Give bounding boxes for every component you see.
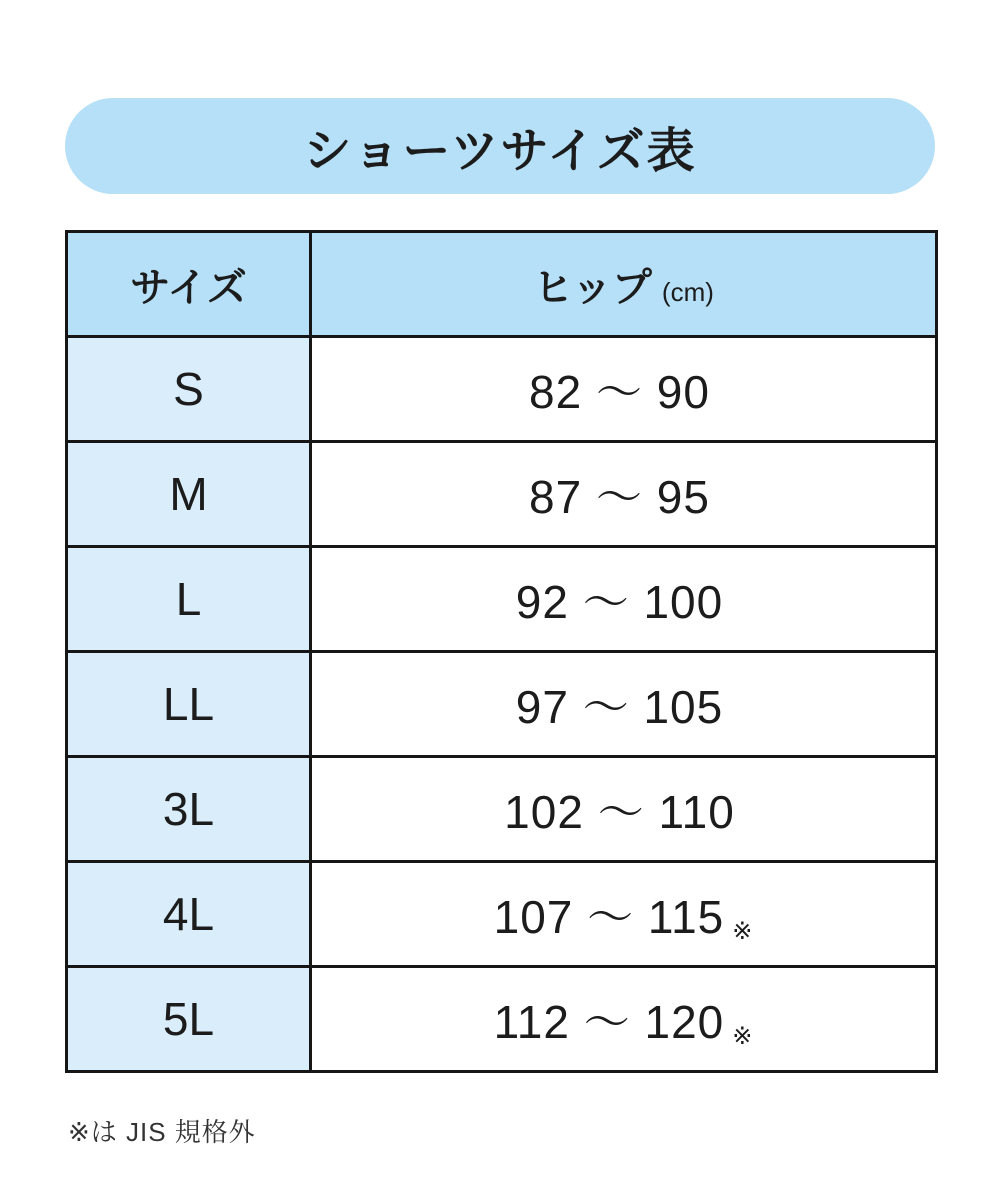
hip-range-cell [311,442,937,547]
jis-note-mark: ※ [732,918,754,945]
jis-footnote: ※は JIS 規格外 [68,1117,256,1147]
hip-range-cell [311,967,937,1072]
size-cell: 4L [67,862,311,967]
table-row [67,757,937,862]
size-cell: S [67,337,311,442]
size-cell: 5L [67,967,311,1072]
hip-column-header [311,232,937,337]
hip-unit-label: (cm) [661,276,714,307]
size-cell: 3L [67,757,311,862]
hip-range-cell [311,862,937,967]
size-cell: LL [67,652,311,757]
hip-range-cell [311,757,937,862]
hip-range-cell [311,547,937,652]
size-column-header [67,232,311,337]
hip-range-cell [311,337,937,442]
range-text: 107 〜 115 [493,891,725,943]
table-header-row [67,232,937,337]
hip-header-label: ヒップ [533,265,652,310]
title-pill [65,98,935,194]
range-text: 112 〜 120 [493,996,725,1048]
table-row [67,967,937,1072]
size-table-body [67,337,937,1072]
range-text: 92 〜 100 [515,576,724,628]
page-title: ショーツサイズ表 [303,124,697,178]
size-cell: L [67,547,311,652]
range-text: 87 〜 95 [529,471,710,523]
size-cell: M [67,442,311,547]
table-row [67,652,937,757]
table-row [67,442,937,547]
table-row [67,547,937,652]
jis-note-mark: ※ [732,1023,754,1050]
range-text: 97 〜 105 [515,681,724,733]
hip-range-cell [311,652,937,757]
range-text: 102 〜 110 [504,786,735,838]
range-text: 82 〜 90 [529,366,710,418]
table-row [67,337,937,442]
size-table [65,230,938,1073]
table-row [67,862,937,967]
size-header-label: サイズ [130,265,247,310]
